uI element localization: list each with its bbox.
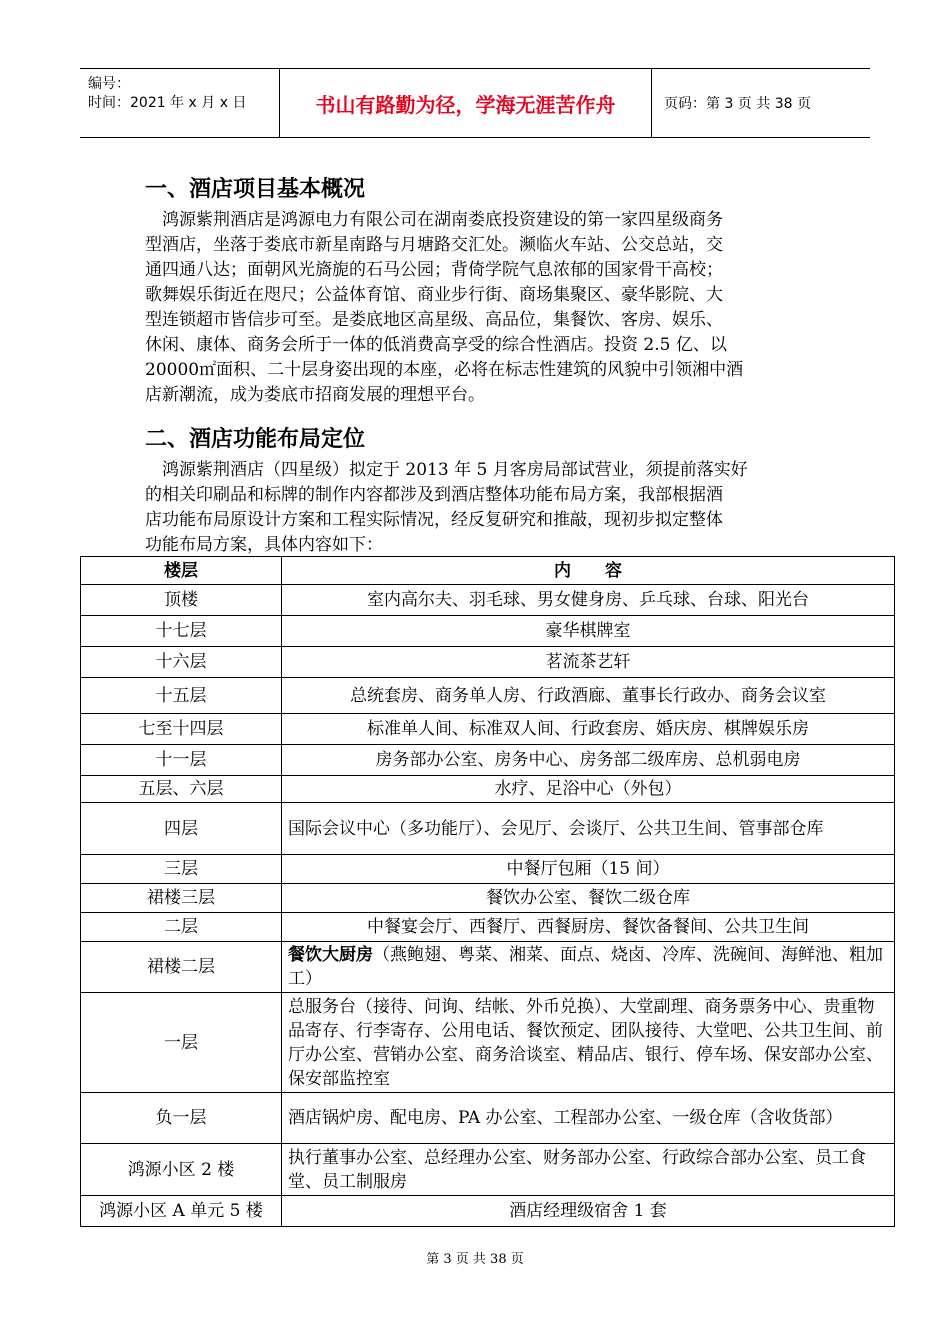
page-footer: 第 3 页 共 38 页 — [426, 1252, 524, 1267]
table-row — [81, 745, 895, 776]
para-line: 型酒店，坐落于娄底市新星南路与月塘路交汇处。濒临火车站、公交总站，交 — [145, 235, 723, 255]
content-cell: 标准单人间、标准双人间、行政套房、婚庆房、棋牌娱乐房 — [282, 714, 895, 745]
header-meta — [80, 69, 280, 137]
floor-cell: 五层、六层 — [81, 776, 282, 803]
floor-cell: 十七层 — [81, 616, 282, 647]
content-cell: 水疗、足浴中心（外包） — [282, 776, 895, 803]
content-cell: 执行董事办公室、总经理办公室、财务部办公室、行政综合部办公室、员工食堂、员工制服房 — [282, 1144, 895, 1196]
floor-cell: 顶楼 — [81, 585, 282, 616]
para-line: 通四通八达；面朝风光旖旎的石马公园；背倚学院气息浓郁的国家骨干高校； — [145, 260, 723, 280]
table-row — [81, 884, 895, 913]
content-cell: 酒店经理级宿舍 1 套 — [282, 1196, 895, 1227]
para-line: 功能布局方案，具体内容如下： — [145, 535, 383, 555]
para-line: 休闲、康体、商务会所于一体的低消费高享受的综合性酒店。投资 2.5 亿、以 — [145, 335, 727, 355]
content-cell: 总统套房、商务单人房、行政酒廊、董事长行政办、商务会议室 — [282, 678, 895, 714]
floor-cell: 裙楼二层 — [81, 942, 282, 993]
floor-cell: 二层 — [81, 913, 282, 942]
column-header-content: 内 容 — [282, 557, 895, 585]
content-cell: 国际会议中心（多功能厅）、会见厅、会谈厅、公共卫生间、管事部仓库 — [282, 803, 895, 855]
floor-cell: 四层 — [81, 803, 282, 855]
section2-heading: 二、酒店功能布局定位 — [145, 427, 366, 452]
table-row — [81, 585, 895, 616]
table-row — [81, 647, 895, 678]
table-row — [81, 942, 895, 993]
table-row — [81, 1093, 895, 1144]
header-page-info: 页码：第 3 页 共 38 页 — [664, 96, 811, 112]
table-row — [81, 913, 895, 942]
column-header-floor: 楼层 — [81, 557, 282, 585]
content-cell: 茗流茶艺轩 — [282, 647, 895, 678]
floor-cell: 鸿源小区 A 单元 5 楼 — [81, 1196, 282, 1227]
header-motto: 书山有路勤为径，学海无涯苦作舟 — [280, 69, 652, 137]
table-row — [81, 993, 895, 1093]
para-line: 鸿源紫荆酒店（四星级）拟定于 2013 年 5 月客房局部试营业，须提前落实好 — [162, 460, 748, 480]
section1-heading: 一、酒店项目基本概况 — [145, 177, 366, 202]
floor-cell: 鸿源小区 2 楼 — [81, 1144, 282, 1196]
content-cell — [282, 942, 895, 993]
section2-paragraph — [145, 458, 809, 558]
section1-paragraph — [145, 208, 809, 408]
table-row — [81, 1196, 895, 1227]
para-line: 店功能布局原设计方案和工程实际情况，经反复研究和推敲，现初步拟定整体 — [145, 510, 723, 530]
content-cell: 酒店锅炉房、配电房、PA 办公室、工程部办公室、一级仓库（含收货部） — [282, 1093, 895, 1144]
content-rest: （燕鲍翅、粤菜、湘菜、面点、烧卤、冷库、洗碗间、海鲜池、粗加工） — [288, 945, 883, 989]
table-row — [81, 616, 895, 647]
para-line: 歌舞娱乐街近在咫尺；公益体育馆、商业步行街、商场集聚区、豪华影院、大 — [145, 285, 723, 305]
table-row — [81, 855, 895, 884]
content-cell: 豪华棋牌室 — [282, 616, 895, 647]
content-cell: 总服务台（接待、问询、结帐、外币兑换）、大堂副理、商务票务中心、贵重物品寄存、行李寄存、公用电话、餐饮预定、团队接待、大堂吧、公共卫生间、前厅办公室、营销办公室、商务洽谈室、精品店、银行、停车场、保安部办公室、保安部监控室 — [282, 993, 895, 1093]
table-row — [81, 714, 895, 745]
table-header-row — [81, 557, 895, 585]
para-line: 的相关印刷品和标牌的制作内容都涉及到酒店整体功能布局方案，我部根据酒 — [145, 485, 723, 505]
floor-cell: 负一层 — [81, 1093, 282, 1144]
floor-cell: 十一层 — [81, 745, 282, 776]
table-row — [81, 803, 895, 855]
floor-layout-table — [80, 556, 895, 1227]
table-row — [81, 678, 895, 714]
content-bold: 餐饮大厨房 — [288, 945, 373, 965]
floor-cell: 三层 — [81, 855, 282, 884]
floor-cell: 七至十四层 — [81, 714, 282, 745]
para-line: 20000㎡面积、二十层身姿出现的本座，必将在标志性建筑的风貌中引领湘中酒 — [145, 360, 744, 380]
para-line: 店新潮流，成为娄底市招商发展的理想平台。 — [145, 385, 485, 405]
content-cell: 中餐宴会厅、西餐厅、西餐厨房、餐饮备餐间、公共卫生间 — [282, 913, 895, 942]
content-cell: 室内高尔夫、羽毛球、男女健身房、乒乓球、台球、阳光台 — [282, 585, 895, 616]
time-label: 时间：2021 年 x 月 x 日 — [88, 95, 247, 111]
floor-cell: 十五层 — [81, 678, 282, 714]
content-cell: 房务部办公室、房务中心、房务部二级库房、总机弱电房 — [282, 745, 895, 776]
floor-cell: 裙楼三层 — [81, 884, 282, 913]
table-row — [81, 1144, 895, 1196]
page-header — [80, 68, 870, 138]
number-label: 编号： — [88, 76, 130, 92]
content-cell: 中餐厅包厢（15 间） — [282, 855, 895, 884]
floor-cell: 一层 — [81, 993, 282, 1093]
para-line: 型连锁超市皆信步可至。是娄底地区高星级、高品位，集餐饮、客房、娱乐、 — [145, 310, 723, 330]
content-cell: 餐饮办公室、餐饮二级仓库 — [282, 884, 895, 913]
table-row — [81, 776, 895, 803]
floor-cell: 十六层 — [81, 647, 282, 678]
para-line: 鸿源紫荆酒店是鸿源电力有限公司在湖南娄底投资建设的第一家四星级商务 — [162, 210, 723, 230]
